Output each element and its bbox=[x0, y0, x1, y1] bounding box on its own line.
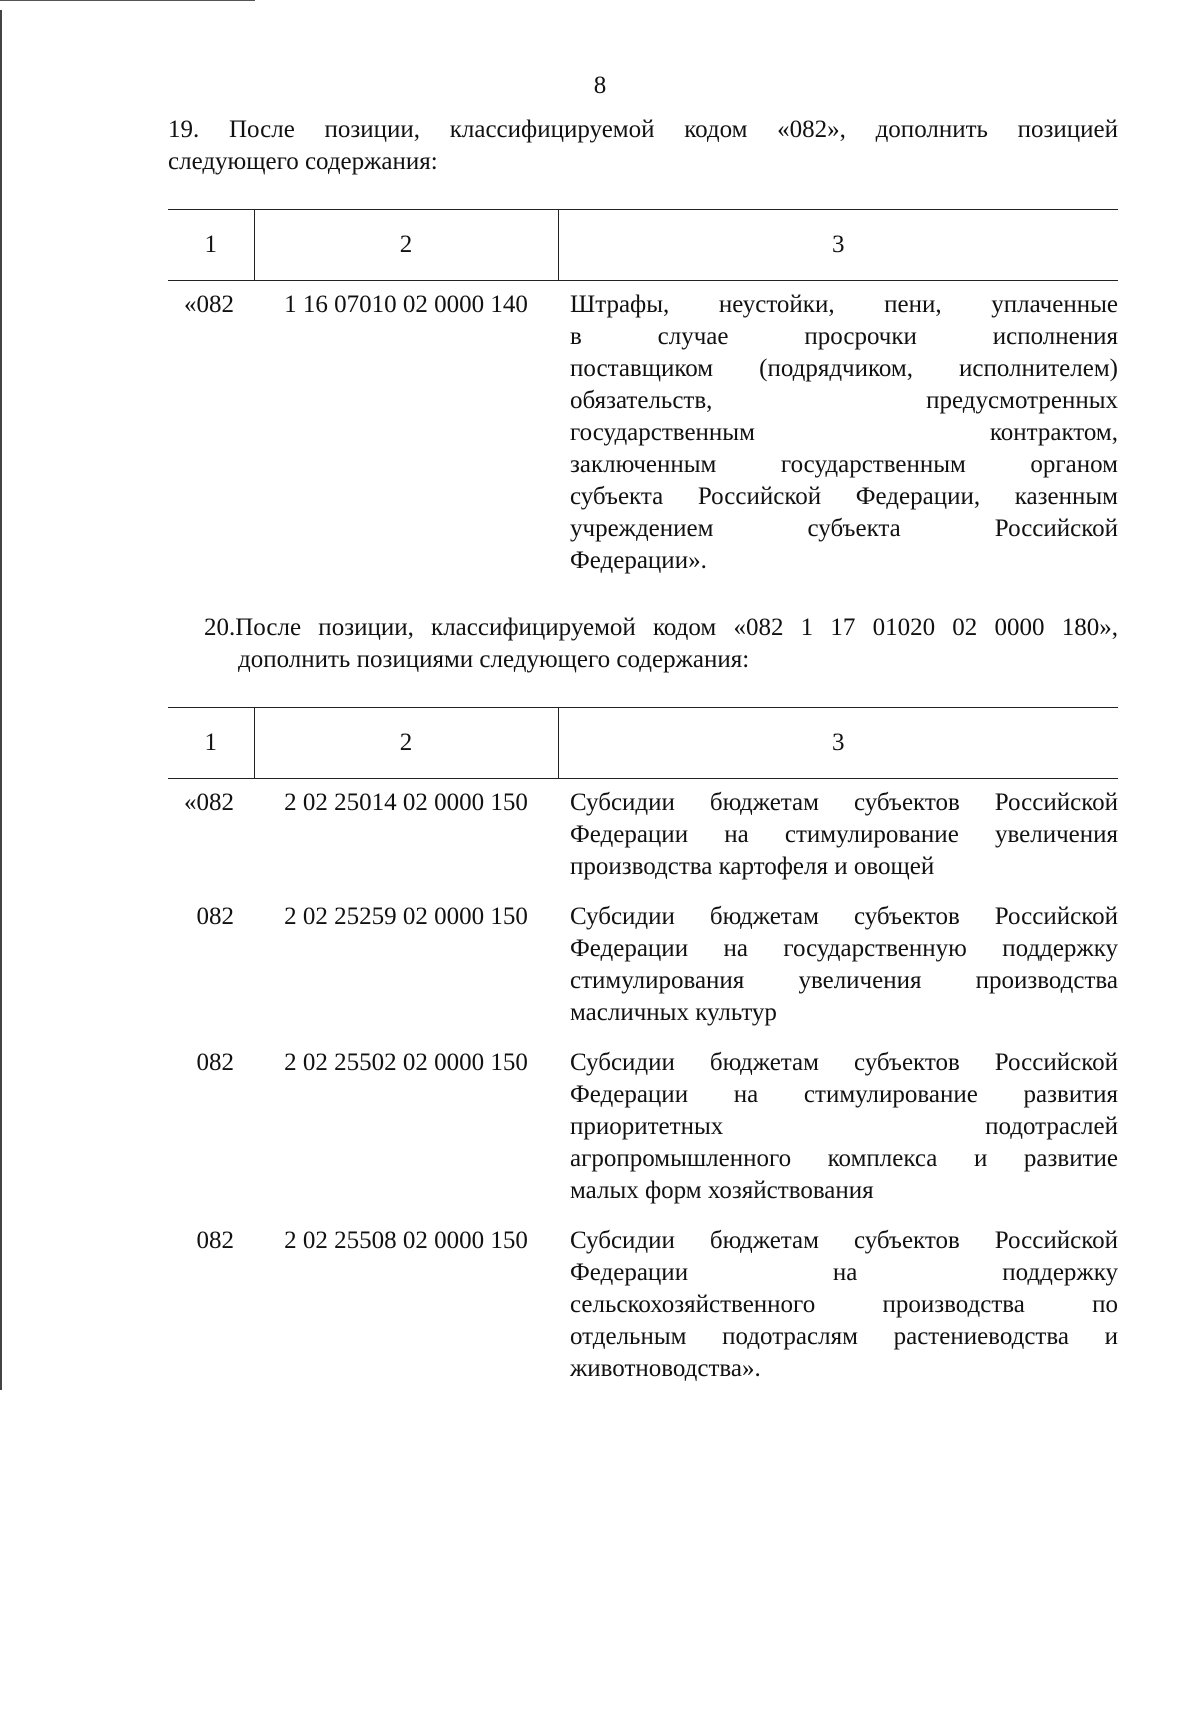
description-line: государственным контрактом, bbox=[570, 419, 1118, 446]
description-line: заключенным государственным органом bbox=[570, 451, 1118, 478]
description-line: отдельным подотраслям растениеводства и bbox=[570, 1323, 1118, 1350]
description-cell bbox=[558, 779, 1118, 894]
admin-code-cell: 082 bbox=[196, 903, 234, 930]
description-line: субъекта Российской Федерации, казенным bbox=[570, 483, 1118, 510]
table-header-col-2: 2 bbox=[254, 210, 558, 281]
description-line: стимулирования увеличения производства bbox=[570, 967, 1118, 994]
budget-code-cell: 2 02 25502 02 0000 150 bbox=[284, 1049, 528, 1076]
description-line: малых форм хозяйствования bbox=[570, 1177, 874, 1204]
description-line: Субсидии бюджетам субъектов Российской bbox=[570, 789, 1118, 816]
table-row bbox=[168, 779, 1118, 894]
paragraph-20 bbox=[168, 612, 1118, 676]
table-row bbox=[168, 893, 1118, 1039]
description-line: Федерации». bbox=[570, 547, 707, 574]
budget-code-cell: 1 16 07010 02 0000 140 bbox=[284, 291, 528, 318]
description-line: поставщиком (подрядчиком, исполнителем) bbox=[570, 355, 1118, 382]
budget-code-cell: 2 02 25508 02 0000 150 bbox=[284, 1227, 528, 1254]
description-line: масличных культур bbox=[570, 999, 777, 1026]
table-row bbox=[168, 1039, 1118, 1217]
table-header-row bbox=[168, 708, 1118, 779]
table-section-20 bbox=[168, 707, 1118, 1395]
paragraph-20-line-2: дополнить позициями следующего содержания: bbox=[238, 646, 750, 673]
description-cell bbox=[558, 1039, 1118, 1217]
page-number: 8 bbox=[593, 72, 607, 99]
paragraph-19-line-2: следующего содержания: bbox=[168, 148, 438, 175]
description-line: Федерации на стимулирование развития bbox=[570, 1081, 1118, 1108]
description-line: агропромышленного комплекса и развитие bbox=[570, 1145, 1118, 1172]
description-cell bbox=[558, 281, 1118, 578]
description-line: Федерации на государственную поддержку bbox=[570, 935, 1118, 962]
admin-code-cell: 082 bbox=[196, 1049, 234, 1076]
admin-code-cell: «082 bbox=[184, 291, 234, 318]
paragraph-19-line-1: 19. После позиции, классифицируемой кодом «082», дополнить позицией bbox=[168, 116, 1118, 143]
table-section-19 bbox=[168, 209, 1118, 577]
scan-margin-line bbox=[0, 0, 255, 1]
description-line: Субсидии бюджетам субъектов Российской bbox=[570, 1049, 1118, 1076]
description-line: учреждением субъекта Российской bbox=[570, 515, 1118, 542]
table-header-col-3: 3 bbox=[558, 210, 1118, 281]
admin-code-cell: 082 bbox=[196, 1227, 234, 1254]
description-line: производства картофеля и овощей bbox=[570, 853, 935, 880]
description-line: Федерации на стимулирование увеличения bbox=[570, 821, 1118, 848]
paragraph-20-line-1: 20.После позиции, классифицируемой кодом «082 1 17 01020 02 0000 180», bbox=[204, 614, 1118, 641]
budget-code-cell: 2 02 25014 02 0000 150 bbox=[284, 789, 528, 816]
description-cell bbox=[558, 1217, 1118, 1395]
table-header-row bbox=[168, 210, 1118, 281]
table-row bbox=[168, 281, 1118, 578]
scan-edge-line bbox=[0, 10, 2, 1390]
description-cell bbox=[558, 893, 1118, 1039]
paragraph-19 bbox=[168, 114, 1118, 178]
description-line: Субсидии бюджетам субъектов Российской bbox=[570, 1227, 1118, 1254]
description-line: сельскохозяйственного производства по bbox=[570, 1291, 1118, 1318]
description-line: обязательств, предусмотренных bbox=[570, 387, 1118, 414]
table-header-col-1: 1 bbox=[168, 708, 254, 779]
table-header-col-3: 3 bbox=[558, 708, 1118, 779]
description-line: животноводства». bbox=[570, 1355, 761, 1382]
description-line: в случае просрочки исполнения bbox=[570, 323, 1118, 350]
admin-code-cell: «082 bbox=[184, 789, 234, 816]
description-line: Федерации на поддержку bbox=[570, 1259, 1118, 1286]
description-line: приоритетных подотраслей bbox=[570, 1113, 1118, 1140]
description-line: Субсидии бюджетам субъектов Российской bbox=[570, 903, 1118, 930]
budget-code-cell: 2 02 25259 02 0000 150 bbox=[284, 903, 528, 930]
description-line: Штрафы, неустойки, пени, уплаченные bbox=[570, 291, 1118, 318]
table-row bbox=[168, 1217, 1118, 1395]
table-header-col-1: 1 bbox=[168, 210, 254, 281]
table-header-col-2: 2 bbox=[254, 708, 558, 779]
